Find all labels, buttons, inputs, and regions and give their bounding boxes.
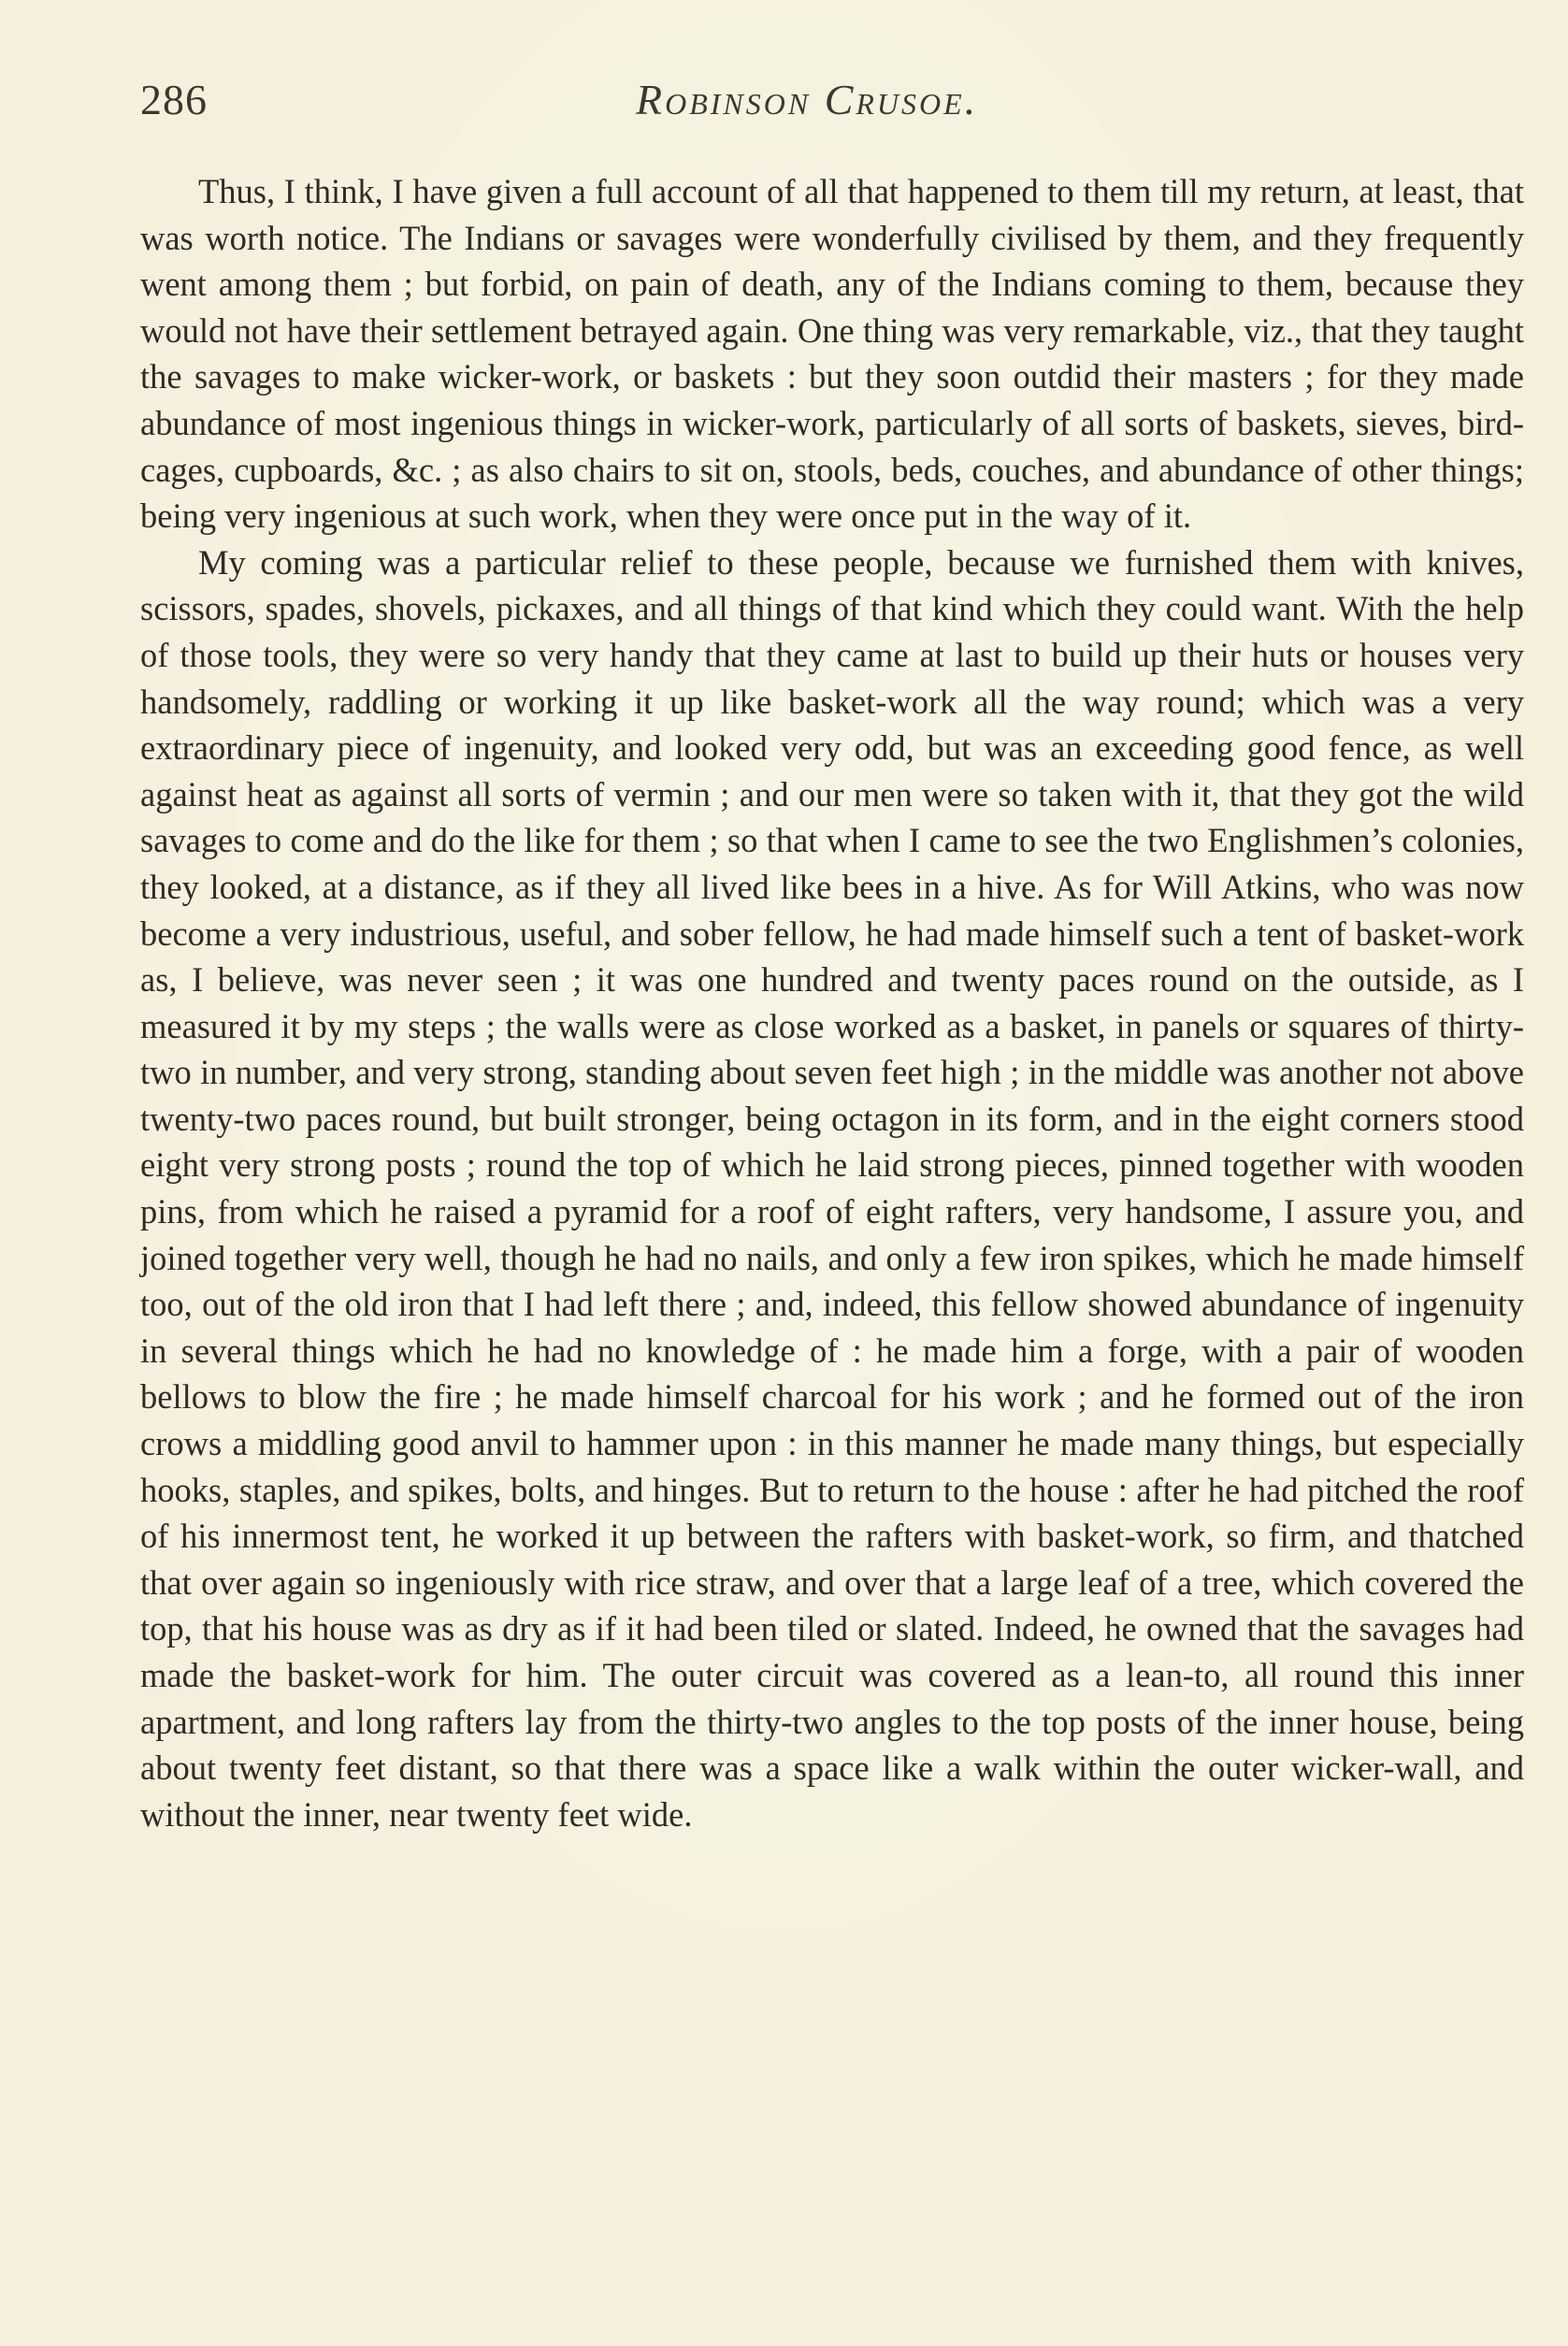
running-title: Robinson Crusoe.: [636, 76, 979, 123]
paragraph: Thus, I think, I have given a full account of all that happened to them till my return, at least, that was worth notice. The Indians or savages were wonderfully civilised by them, and they frequently went among them ; but forbid, on pain of death, any of the Indians coming to them, because they would not have their settlement betrayed again. One thing was very remarkable, viz., that they taught the savages to make wicker-work, or baskets : but they soon outdid their masters ; for they made abundance of most ingenious things in wicker-work, particularly of all sorts of baskets, sieves, bird-cages, cupboards, &c. ; as also chairs to sit on, stools, beds, couches, and abundance of other things; being very ingenious at such work, when they were once put in the way of it.: [140, 172, 1524, 536]
page-number: 286: [140, 76, 208, 123]
running-head: [140, 75, 1524, 131]
body-text: [140, 168, 1524, 1837]
paragraph: My coming was a particular relief to these people, because we furnished them with knives, scissors, spades, shovels, pickaxes, and all things of that kind which they could want. With the help of those tools, they were so very handy that they came at last to build up their huts or houses very handsomely, raddling or working it up like basket-work all the way round; which was a very extraordinary piece of ingenuity, and looked very odd, but was an exceeding good fence, as well against heat as against all sorts of vermin ; and our men were so taken with it, that they got the wild savages to come and do the like for them ; so that when I came to see the two Englishmen’s colonies, they looked, at a distance, as if they all lived like bees in a hive. As for Will Atkins, who was now become a very industrious, useful, and sober fellow, he had made himself such a tent of basket-work as, I believe, was never seen ; it was one hundred and twenty paces round on the outside, as I measured it by my steps ; the walls were as close worked as a basket, in panels or squares of thirty-two in number, and very strong, standing about seven feet high ; in the middle was another not above twenty-two paces round, but built stronger, being octagon in its form, and in the eight corners stood eight very strong posts ; round the top of which he laid strong pieces, pinned together with wooden pins, from which he raised a pyramid for a roof of eight rafters, very handsome, I assure you, and joined together very well, though he had no nails, and only a few iron spikes, which he made himself too, out of the old iron that I had left there ; and, indeed, this fellow showed abundance of ingenuity in several things which he had no knowledge of : he made him a forge, with a pair of wooden bellows to blow the fire ; he made himself charcoal for his work ; and he formed out of the iron crows a middling good anvil to hammer upon : in this manner he made many things, but especially hooks, staples, and spikes, bolts, and hinges. But to return to the house : after he had pitched the roof of his innermost tent, he worked it up between the rafters with basket-work, so firm, and thatched that over again so ingeniously with rice straw, and over that a large leaf of a tree, which covered the top, that his house was as dry as if it had been tiled or slated. Indeed, he owned that the savages had made the basket-work for him. The outer circuit was covered as a lean-to, all round this inner apartment, and long rafters lay from the thirty-two angles to the top posts of the inner house, being about twenty feet distant, so that there was a space like a walk within the outer wicker-wall, and without the inner, near twenty feet wide.: [140, 542, 1524, 1834]
